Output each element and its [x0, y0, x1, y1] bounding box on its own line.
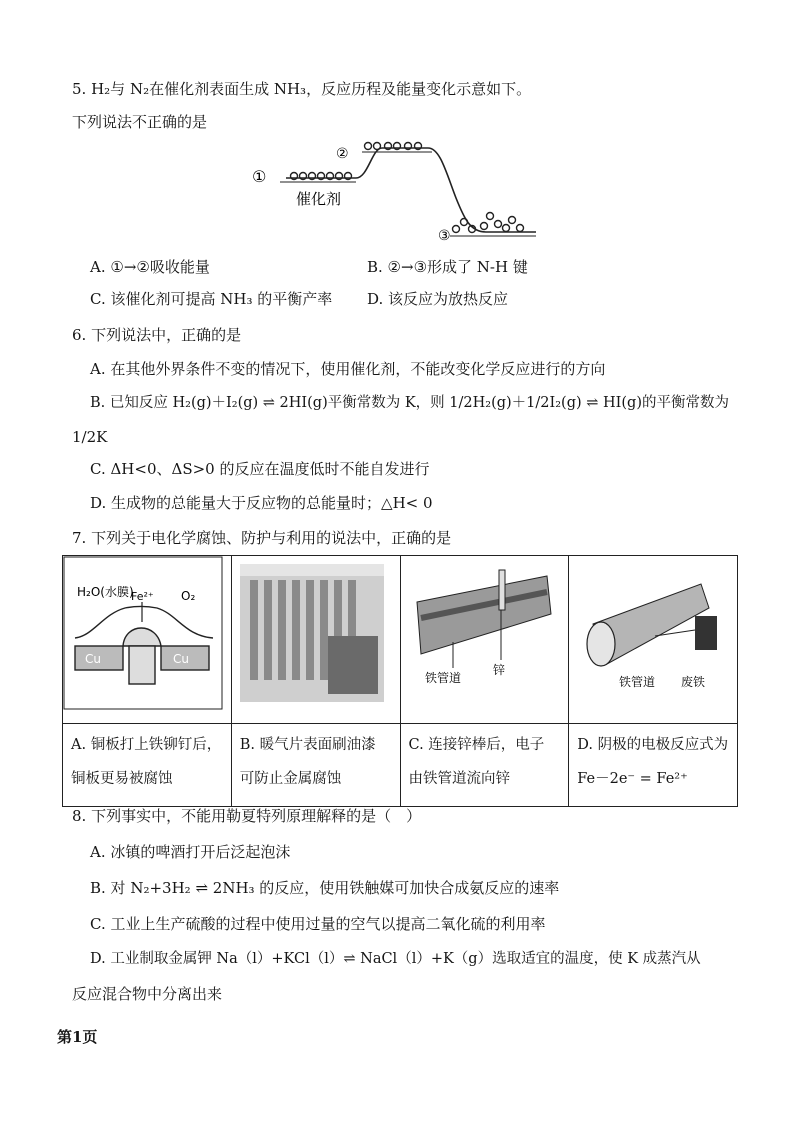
- state2-label: ②: [336, 146, 349, 162]
- q8-option-b: B. 对 N₂+3H₂ ⇌ 2NH₃ 的反应，使用铁触媒可加快合成氨反应的速率: [90, 879, 560, 897]
- q8-option-d-line1: D. 工业制取金属钾 Na（l）+KCl（l）⇌ NaCl（l）+K（g）选取适宜的温度，使 K 成蒸汽从: [90, 951, 701, 967]
- q5-stem: 5. H₂与 N₂在催化剂表面生成 NH₃，反应历程及能量变化示意如下。: [72, 80, 532, 98]
- q6-option-d: D. 生成物的总能量大于反应物的总能量时；△H< 0: [90, 494, 433, 512]
- catalyst-label: 催化剂: [296, 190, 342, 208]
- q7-figure-d-cell: [569, 556, 738, 724]
- q8-stem: 8. 下列事实中，不能用勒夏特列原理解释的是（ ）: [72, 807, 422, 825]
- fig-a-cu-right: Cu: [173, 652, 189, 666]
- q7-figure-rivet: [63, 556, 223, 710]
- q7-option-a-line2: 铜板更易被腐蚀: [71, 771, 173, 787]
- page-number: 第1页: [57, 1028, 98, 1046]
- q6-option-b-line2: 1/2K: [72, 428, 108, 446]
- q7-option-c-line1: C. 连接锌棒后，电子: [408, 737, 545, 753]
- q7-figure-sacrificial: [569, 556, 729, 710]
- fig-a-cu-left: Cu: [85, 652, 101, 666]
- q7-figure-c-cell: [400, 556, 569, 724]
- q7-stem: 7. 下列关于电化学腐蚀、防护与利用的说法中，正确的是: [72, 529, 452, 547]
- fig-c-zinc-label: 锌: [492, 663, 505, 677]
- q8-option-c: C. 工业上生产硫酸的过程中使用过量的空气以提高二氧化硫的利用率: [90, 915, 546, 933]
- q8-option-d-line2: 反应混合物中分离出来: [72, 985, 223, 1003]
- q7-figure-radiator: [232, 556, 392, 710]
- fig-a-water-label: H₂O(水膜): [77, 585, 134, 599]
- q7-option-b-line1: B. 暖气片表面刷油漆: [239, 737, 376, 753]
- q5-option-d: D. 该反应为放热反应: [367, 290, 509, 308]
- q5-option-c: C. 该催化剂可提高 NH₃ 的平衡产率: [90, 290, 333, 308]
- q5-energy-diagram: [250, 138, 540, 250]
- q5-subquestion: 下列说法不正确的是: [72, 113, 208, 131]
- q6-option-a: A. 在其他外界条件不变的情况下，使用催化剂，不能改变化学反应进行的方向: [90, 360, 606, 378]
- fig-c-pipe-label: 铁管道: [424, 671, 461, 685]
- q7-option-d-line2: Fe－2e⁻ = Fe²⁺: [577, 771, 688, 787]
- fig-a-fe-label: Fe²⁺: [131, 590, 154, 603]
- q7-option-a-line1: A. 铜板打上铁铆钉后，: [71, 737, 222, 753]
- q7-option-b: [231, 724, 400, 807]
- q7-option-c-line2: 由铁管道流向锌: [408, 771, 510, 787]
- q7-option-a: [63, 724, 232, 807]
- q7-figure-a-cell: [63, 556, 232, 724]
- state3-label: ③: [438, 228, 451, 244]
- q7-option-d: [569, 724, 738, 807]
- q7-figure-b-cell: [231, 556, 400, 724]
- q6-stem: 6. 下列说法中，正确的是: [72, 326, 242, 344]
- q8-option-a: A. 冰镇的啤酒打开后泛起泡沫: [90, 843, 291, 861]
- q6-option-b-line1: B. 已知反应 H₂(g)＋I₂(g) ⇌ 2HI(g)平衡常数为 K，则 1/2H₂(g)＋1/2I₂(g) ⇌ HI(g)的平衡常数为: [90, 395, 729, 411]
- q5-option-b: B. ②→③形成了 N-H 键: [367, 258, 528, 276]
- state1-label: ①: [252, 167, 267, 186]
- fig-a-o2-label: O₂: [181, 589, 196, 603]
- q7-options-table: [62, 555, 738, 807]
- q7-option-c: [400, 724, 569, 807]
- q6-option-c: C. ΔH<0、ΔS>0 的反应在温度低时不能自发进行: [90, 460, 430, 478]
- q5-option-a: A. ①→②吸收能量: [90, 258, 210, 276]
- q7-option-b-line2: 可防止金属腐蚀: [239, 771, 342, 787]
- fig-d-scrap-label: 废铁: [681, 675, 706, 689]
- q7-figure-zinc-pipe: [401, 556, 561, 710]
- q7-option-d-line1: D. 阴极的电极反应式为: [577, 737, 729, 753]
- fig-d-pipe-label: 铁管道: [619, 675, 656, 689]
